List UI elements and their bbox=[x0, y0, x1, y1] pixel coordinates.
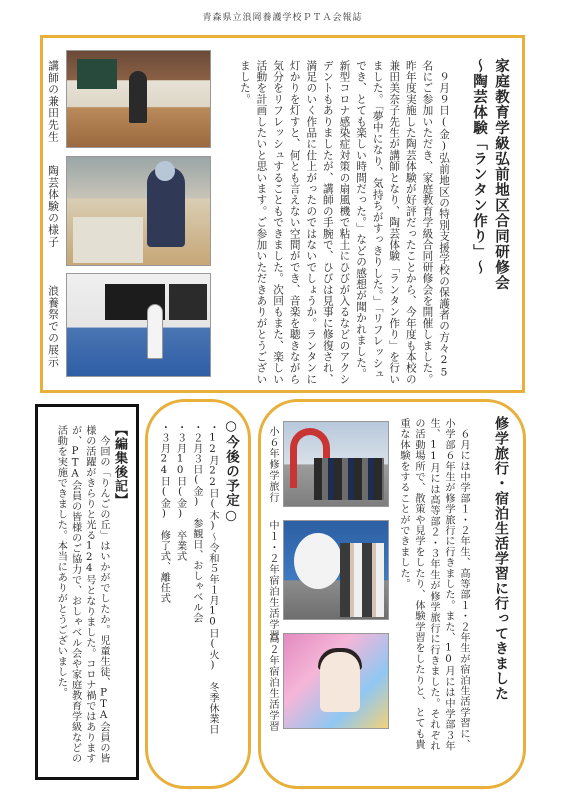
trip-article-title: 修学旅行・宿泊生活学習に行ってきました bbox=[493, 416, 509, 701]
editorial-frame bbox=[35, 404, 139, 780]
schedule-title: ○今後の予定○ bbox=[223, 418, 239, 525]
schedule-item: ・３月24日(金) 修了式、離任式 bbox=[158, 422, 170, 604]
pottery-article-body: ９月９日(金)弘前地区の特別支援学校の保護者の方々25名にご参加いただき、家庭教育学級合同研修会を開催しました。昨年度実施した陶芸体験が好評だったことから、今年度も本校の兼田美奈子先生が講師となり、陶芸体験「ランタン作り」を行いました。「夢中になり、気持ちがすっきりした。」「リフレッシュでき、とても楽しい時間だった。」などの感想が聞かれました。新型コロナ感染症対策の扇風機で粘土にひびが入るなどのアクシデントもありましたが、講師の手腕で、ひびは見事に修復され、満足のいく作品に仕上がったのではないでしょうか。ランタンに灯かりを灯すと、何とも言えない空間ができ、音楽を聴きながら気分をリフレッシュすることもできました。次回もまた、楽しい活動を計画したいと思います。ご参加いただきありがとうございました。 bbox=[238, 60, 450, 385]
schedule-list bbox=[155, 422, 220, 772]
photo-student bbox=[320, 652, 360, 712]
editorial-body: 今回の「りんごの丘」はいかがでしたか。児童生徒、PTA会員の皆様の活躍がきらりと光る124号となりました。コロナ禍ではありますが、PTA会員の皆様のご協力で、おしゃべル会や家庭教育学級などの活動を実施できました。本当にありがとうございました。 bbox=[55, 425, 109, 764]
pottery-title-line1: 家庭教育学級弘前地区合同研修会 bbox=[493, 58, 510, 291]
caption-grade6-trip: 小６年修学旅行 bbox=[267, 426, 278, 503]
photo-grade6-trip bbox=[283, 421, 389, 507]
schedule-item: ・12月22日(木)～令和５年１月10日(火) 冬季休業日 bbox=[207, 422, 218, 735]
photo-instructor bbox=[66, 50, 211, 148]
caption-exhibition: 浪養祭での展示 bbox=[47, 285, 60, 368]
caption-pottery-activity: 陶芸体験の様子 bbox=[47, 165, 60, 248]
pottery-article-title bbox=[468, 58, 512, 378]
photo-jh-overnight bbox=[283, 520, 389, 620]
photo-pottery-activity bbox=[66, 156, 211, 266]
photo-table bbox=[73, 217, 143, 263]
editorial-title: 【編集後記】 bbox=[112, 423, 127, 507]
pottery-title-line2: ～陶芸体験「ランタン作り」～ bbox=[471, 58, 488, 275]
caption-jh-overnight: 中１・２年宿泊生活学習 bbox=[267, 520, 278, 641]
photo-blurred-face bbox=[155, 161, 175, 181]
photo-exhibition bbox=[66, 273, 211, 377]
schedule-item: ・２月３日(金) 参観日、おしゃべル会 bbox=[190, 422, 202, 624]
photo-panel bbox=[169, 284, 207, 320]
photo-board bbox=[77, 59, 117, 89]
photo-person bbox=[147, 304, 163, 359]
newsletter-header: 青森県立浪岡養護学校ＰＴＡ会報誌 bbox=[202, 13, 363, 23]
photo-group bbox=[314, 458, 384, 500]
caption-hs-overnight: 高２年宿泊生活学習 bbox=[267, 633, 278, 732]
photo-sign bbox=[294, 533, 342, 589]
schedule-frame bbox=[145, 399, 251, 789]
photo-group bbox=[340, 543, 384, 617]
photo-hs-overnight bbox=[283, 633, 389, 729]
caption-instructor: 講師の兼田先生 bbox=[47, 60, 60, 143]
photo-person bbox=[129, 71, 147, 123]
schedule-item: ・３月10日(金) 卒業式 bbox=[174, 422, 186, 562]
trip-article-body: ６月には中学部１・２年生、高等部１・２年生が宿泊生活学習に、小学部６年生が修学旅行に行きました。また、10月には中学部３年生、11月には高等部２・３年生が修学旅行に行きました。それぞれの活動場所で、散策や見学をしたり、体験学習をしたりと、とても貴重な体験をすることができました。 bbox=[398, 418, 469, 752]
